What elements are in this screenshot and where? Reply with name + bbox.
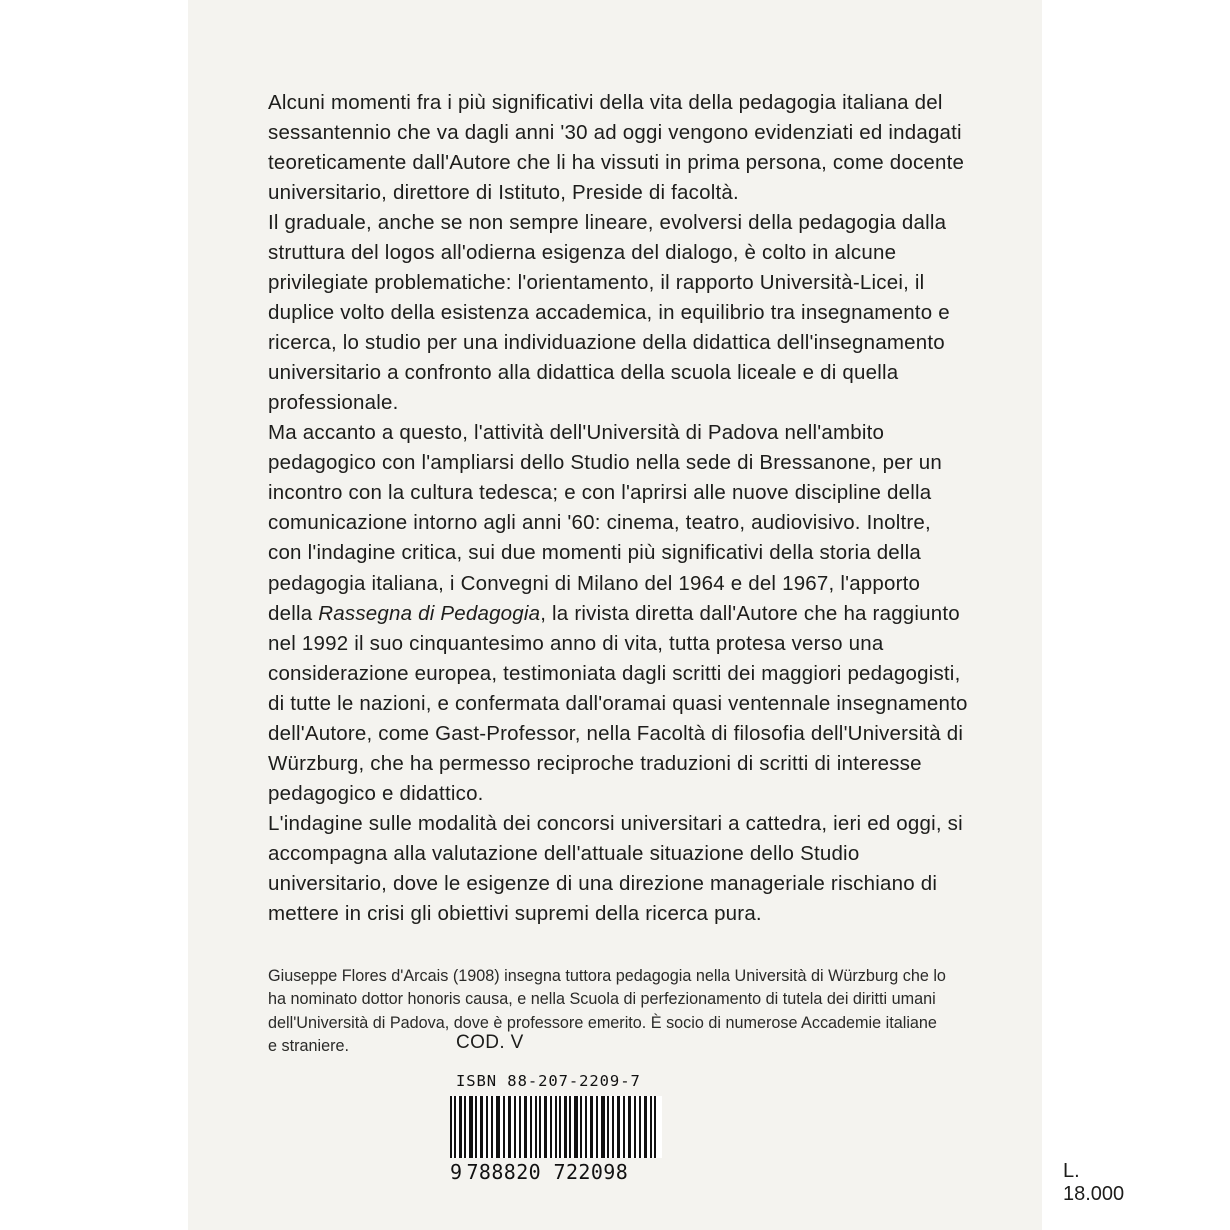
cover-panel <box>188 0 1125 1230</box>
isbn-number: ISBN 88-207-2209-7 <box>456 1072 641 1090</box>
barcode-main-digits: 788820 722098 <box>466 1160 629 1184</box>
barcode-digits <box>450 1160 665 1184</box>
blurb-paragraph-3-head: Ma accanto a questo, l'attività dell'Università di Padova nell'ambito pedagogico con l'ampliarsi dello Studio nella sede di Bressanone, per un incontro con la cultura tedesca; e con l'aprirsi alle nuove discipline della comunicazione intorno agli anni '60: cinema, teatro, audiovisivo. Inoltre, con l'indagine critica, sui due momenti più significativi della storia della pedagogia italiana, i Convegni di Milano del 1964 e del 1967, l'apporto della <box>268 421 942 625</box>
blurb-italic-journal-title: Rassegna di Pedagogia <box>318 601 541 625</box>
blurb-paragraph-2: Il graduale, anche se non sempre lineare, evolversi della pedagogia dalla struttura del logos all'odierna esigenza del dialogo, è colto in alcune privilegiate problematiche: l'orientamento, il rapporto Università-Licei, il duplice volto della esistenza accademica, in equilibrio tra insegnamento e ricerca, lo studio per una individuazione della didattica dell'insegnamento universitario a confronto alla didattica della scuola liceale e di quella professionale. <box>268 211 950 415</box>
barcode-lead-digit: 9 <box>450 1160 463 1184</box>
blurb-paragraph-4: L'indagine sulle modalità dei concorsi universitari a cattedra, ieri ed oggi, si accompagna alla valutazione dell'attuale situazione dello Studio universitario, dove le esigenze di una direzione manageriale rischiano di mettere in crisi gli obiettivi supremi della ricerca pura. <box>268 811 963 925</box>
isbn-barcode-block <box>450 1072 665 1184</box>
cover-content <box>268 88 968 1059</box>
blurb-text <box>268 88 968 929</box>
author-bio: Giuseppe Flores d'Arcais (1908) insegna tuttora pedagogia nella Università di Würzburg che lo ha nominato dottor honoris causa, e nella Scuola di perfezionamento di tutela dei diritti umani dell'Università di Padova, dove è professore emerito. È socio di numerose Accademie italiane e straniere. <box>268 966 946 1056</box>
blurb-paragraph-3-tail: , la rivista diretta dall'Autore che ha raggiunto nel 1992 il suo cinquantesimo anno di vita, tutta protesa verso una considerazione europea, testimoniata dagli scritti dei maggiori pedagogisti, di tutte le nazioni, e confermata dall'oramai quasi ventennale insegnamento dell'Autore, come Gast-Professor, nella Facoltà di filosofia dell'Università di Würzburg, che ha permesso reciproche traduzioni di scritti di interesse pedagogico e didattico. <box>268 601 968 805</box>
blurb-paragraph-3 <box>268 418 968 808</box>
product-code: COD. V <box>456 1032 524 1053</box>
blurb-paragraph-1: Alcuni momenti fra i più significativi della vita della pedagogia italiana del sessantennio che va dagli anni '30 ad oggi vengono evidenziati ed indagati teoreticamente dall'Autore che li ha vissuti in prima persona, come docente universitario, direttore di Istituto, Preside di facoltà. <box>268 91 965 205</box>
price-label: L. 18.000 <box>1063 1160 1125 1205</box>
barcode-image <box>450 1096 662 1158</box>
